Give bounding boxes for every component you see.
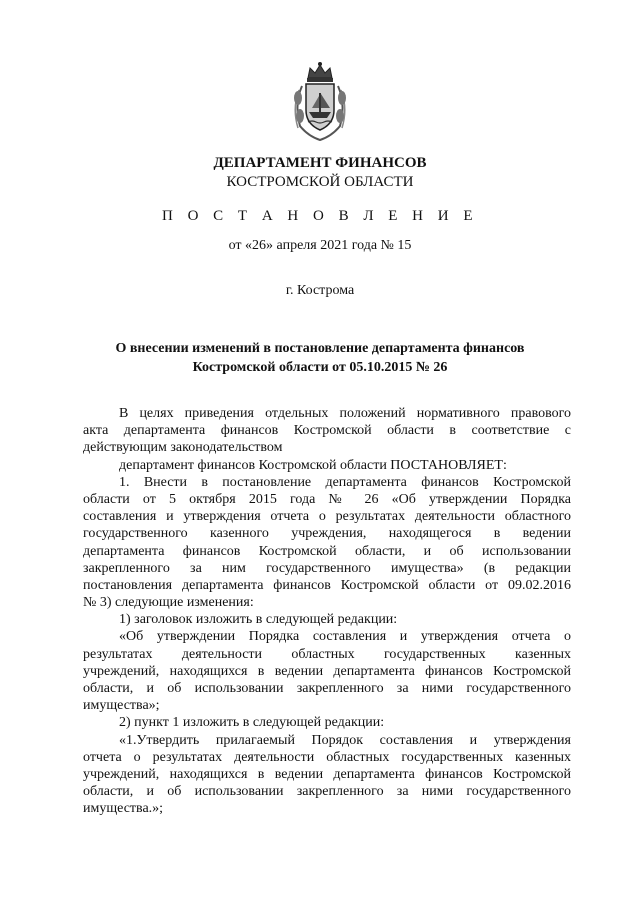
coat-of-arms-icon [288, 60, 352, 142]
body-line: 1) заголовок изложить в следующей редакции: [119, 612, 398, 628]
body-line: имущества.»; [83, 801, 164, 817]
department-region: КОСТРОМСКОЙ ОБЛАСТИ [226, 174, 414, 190]
body-line: учреждений, находящихся в ведении департамента финансов Костромской [83, 766, 571, 782]
body-line: департамента финансов Костромской области, и об использовании [83, 543, 571, 559]
document-title-line: О внесении изменений в постановление департамента финансов [115, 341, 525, 356]
body-line: «1.Утвердить прилагаемый Порядок составления и утверждения [119, 732, 571, 748]
body-line: результатах деятельности областных государственных казенных [83, 646, 571, 662]
document-number-date: от «26» апреля 2021 года № 15 [228, 238, 412, 253]
body-line: закрепленного за ним государственного имущества» (в редакции [83, 560, 571, 576]
document-body [83, 405, 571, 818]
body-line: постановления департамента финансов Костромской области от 09.02.2016 [83, 577, 571, 593]
body-line: действующим законодательством [83, 440, 283, 456]
body-line: 2) пункт 1 изложить в следующей редакции: [119, 715, 385, 731]
body-line: «Об утверждении Порядка составления и утверждения отчета о [119, 629, 571, 645]
body-line: департамент финансов Костромской области ПОСТАНОВЛЯЕТ: [119, 457, 507, 473]
body-line: имущества»; [83, 698, 160, 714]
body-line: области, и об использовании закрепленного за ними государственного [83, 784, 571, 800]
document-title-line: Костромской области от 05.10.2015 № 26 [192, 360, 448, 375]
body-line: государственного казенного учреждения, находящегося в ведении [83, 526, 571, 542]
body-line: составления и утверждения отчета о результатах деятельности областного [83, 509, 571, 525]
body-line: 1. Внести в постановление департамента финансов Костромской [119, 474, 571, 490]
document-city: г. Кострома [285, 283, 355, 298]
body-line: отчета о результатах деятельности областных государственных казенных [83, 749, 571, 765]
body-line: № 3) следующие изменения: [83, 595, 254, 611]
document-title [0, 339, 640, 377]
body-line: области от 5 октября 2015 года № 26 «Об утверждении Порядка [83, 491, 571, 507]
body-line: области, и об использовании закрепленного за ними государственного [83, 681, 571, 696]
body-line: учреждений, находящихся в ведении департамента финансов Костромской [83, 663, 571, 679]
body-line: В целях приведения отдельных положений нормативного правового [119, 406, 571, 421]
body-line: акта департамента финансов Костромской области в соответствие с [83, 423, 571, 439]
department-name: ДЕПАРТАМЕНТ ФИНАНСОВ [213, 155, 427, 171]
document-type: П О С Т А Н О В Л Е Н И Е [162, 208, 478, 224]
